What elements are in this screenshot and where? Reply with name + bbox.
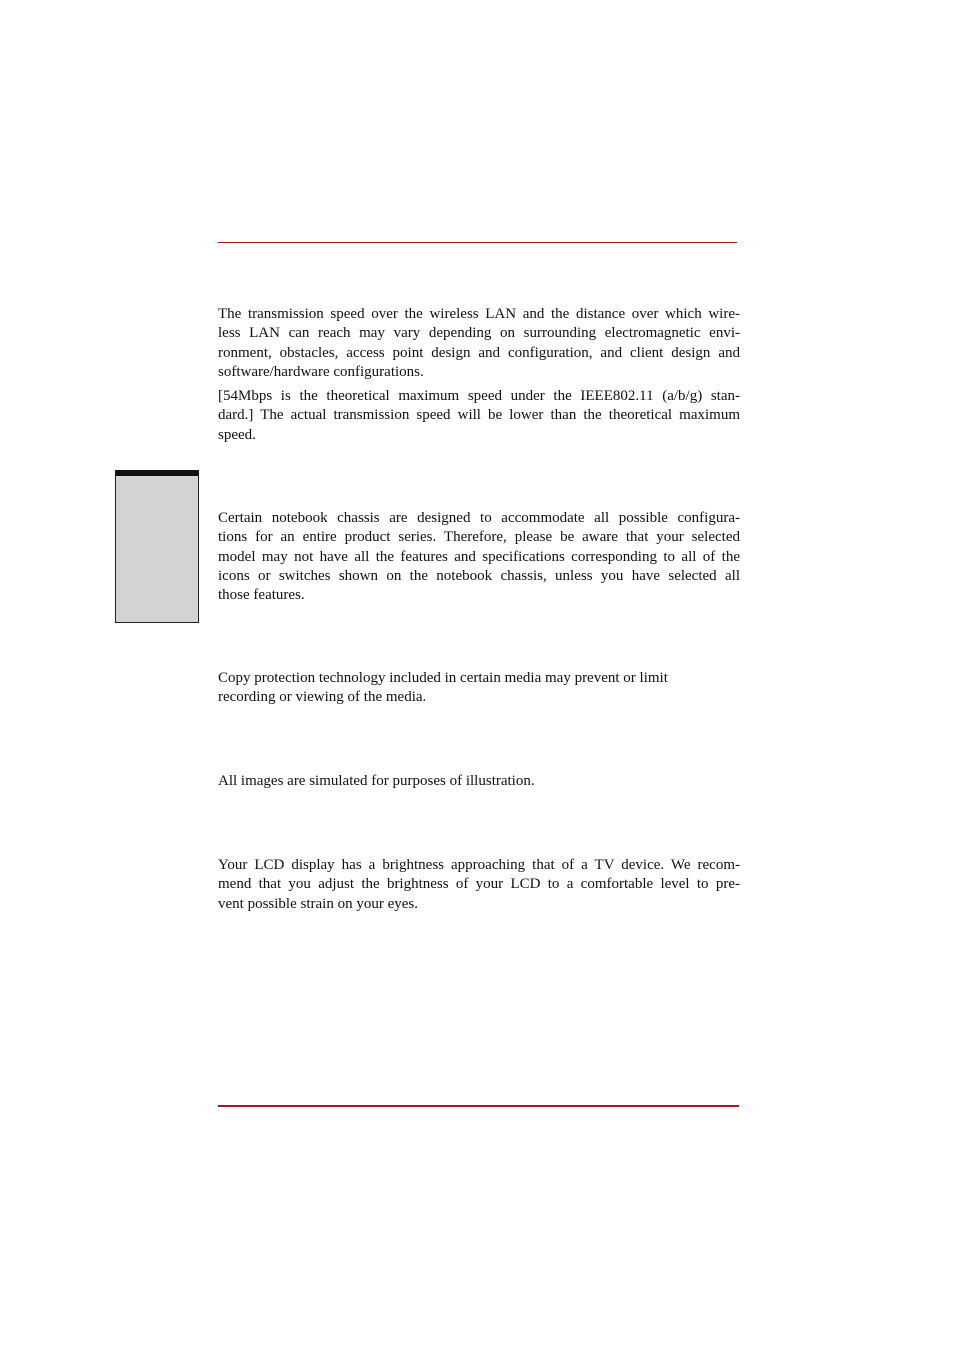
text-line: Certain notebook chassis are designed to accommodate all possible configura- — [218, 510, 740, 526]
text-line: model may not have all the features and specifications corresponding to all of the — [218, 548, 740, 565]
text-line: mend that you adjust the brightness of your LCD to a comfortable level to pre- — [218, 876, 740, 893]
text-line: The transmission speed over the wireless LAN and the distance over which wire- — [218, 306, 740, 322]
text-line: recording or viewing of the media. — [218, 689, 427, 706]
text-line: speed. — [218, 426, 256, 443]
text-line: dard.] The actual transmission speed will be lower than the theoretical maximum — [218, 407, 740, 424]
text-line: ronment, obstacles, access point design and configuration, and client design and — [218, 344, 740, 361]
wireless-speed-paragraph — [218, 305, 740, 382]
footer-rule — [218, 1105, 739, 1107]
text-line: Your LCD display has a brightness approaching that of a TV device. We recom- — [218, 857, 740, 873]
text-line: Copy protection technology included in certain media may prevent or limit — [218, 670, 668, 686]
text-line: [54Mbps is the theoretical maximum speed under the IEEE802.11 (a/b/g) stan- — [218, 388, 740, 404]
text-line: those features. — [218, 587, 305, 604]
lcd-brightness-paragraph — [218, 856, 740, 914]
theoretical-speed-paragraph — [218, 387, 740, 445]
text-line: tions for an entire product series. Therefore, please be aware that your selected — [218, 529, 740, 546]
chassis-paragraph — [218, 509, 740, 605]
copy-protection-paragraph — [218, 669, 740, 708]
side-tab-marker — [115, 470, 199, 623]
text-line: icons or switches shown on the notebook chassis, unless you have selected all — [218, 567, 740, 584]
images-paragraph — [218, 772, 740, 791]
text-line: All images are simulated for purposes of illustration. — [218, 773, 535, 789]
text-line: software/hardware configurations. — [218, 363, 424, 380]
text-line: less LAN can reach may vary depending on surrounding electromagnetic envi- — [218, 325, 740, 342]
text-line: vent possible strain on your eyes. — [218, 895, 418, 912]
header-rule — [218, 242, 737, 243]
